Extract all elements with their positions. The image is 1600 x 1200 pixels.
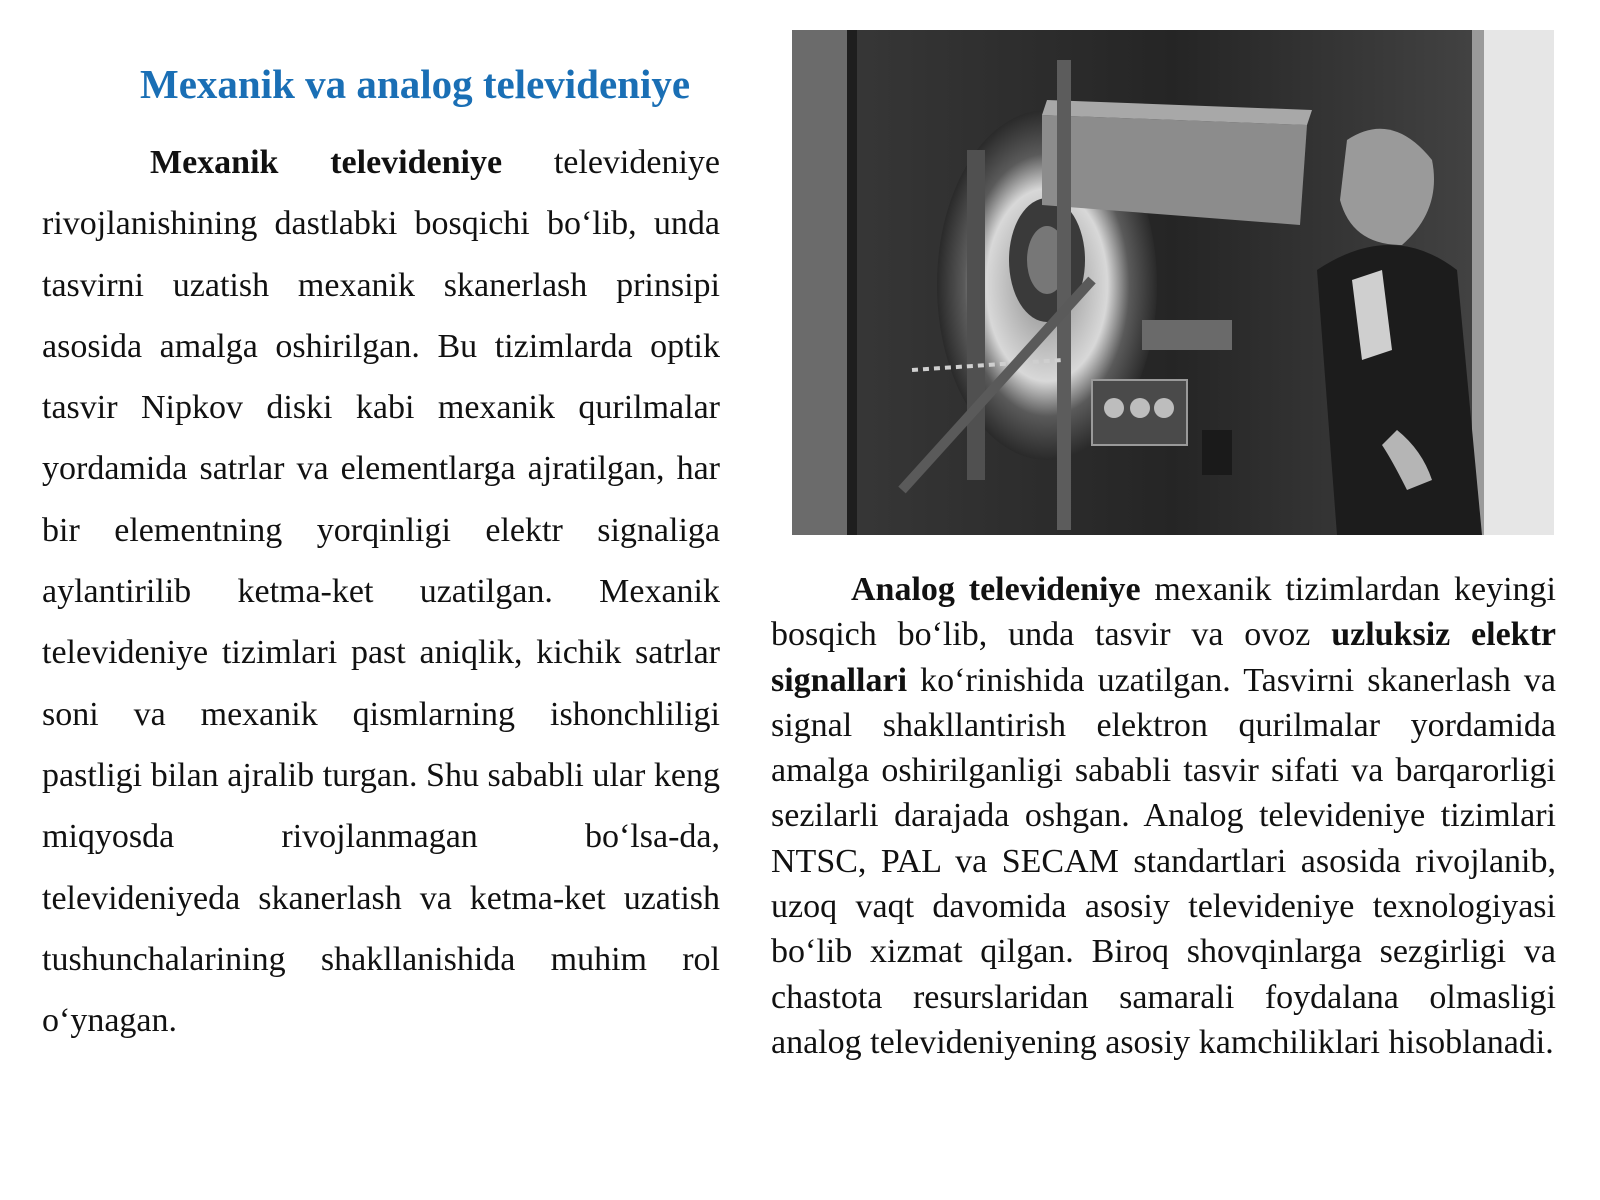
mechanical-tv-text: televideniye rivojlanishining dastlabki bosqichi bo‘lib, unda tasvirni uzatish mexanik skanerlash prinsipi asosida amalga oshirilgan. Bu tizimlarda optik tasvir Nipkov diski kabi mexanik qurilmalar yordamida satrlar va elementlarga ajratilgan, har bir elementning yorqinligi elektr signaliga aylantirilib ketma-ket uzatilgan. Mexanik televideniye tizimlari past aniqlik, kichik satrlar soni va mexanik qismlarning ishonchliligi pastligi bilan ajralib turgan. Shu sababli ular keng miqyosda rivojlanmagan bo‘lsa-da, televideniyeda skanerlash va ketma-ket uzatish tushunchalarining shakllanishida muhim rol o‘ynagan. xyxy=(42,144,720,1040)
photo-illustration xyxy=(792,30,1554,535)
historical-photo xyxy=(792,30,1554,535)
analog-tv-text-a: mexanik tizimlardan keyingi bosqich bo‘lib, unda tasvir va ovoz xyxy=(771,571,1556,654)
analog-tv-paragraph xyxy=(771,567,1556,1065)
mechanical-tv-term: Mexanik televideniye xyxy=(150,144,503,181)
analog-tv-term: Analog televideniye xyxy=(851,571,1141,608)
mechanical-tv-paragraph xyxy=(42,132,720,1051)
page-title: Mexanik va analog televideniye xyxy=(140,61,691,107)
continuous-signals-term: uzluksiz elektr signallari xyxy=(771,616,1557,699)
analog-tv-text-b: ko‘rinishida uzatilgan. Tasvirni skanerlash va signal shakllantirish elektron qurilmalar yordamida amalga oshirilganligi sababli tasvir sifati va barqarorligi sezilarli darajada oshgan. Analog televideniye tizimlari NTSC, PAL va SECAM standartlari asosida rivojlanib, uzoq vaqt davomida asosiy televideniye texnologiyasi bo‘lib xizmat qilgan. Biroq shovqinlarga sezgirligi va chastota resurslaridan samarali foydalana olmasligi analog televideniyening asosiy kamchiliklari hisoblanadi. xyxy=(771,661,1556,1061)
